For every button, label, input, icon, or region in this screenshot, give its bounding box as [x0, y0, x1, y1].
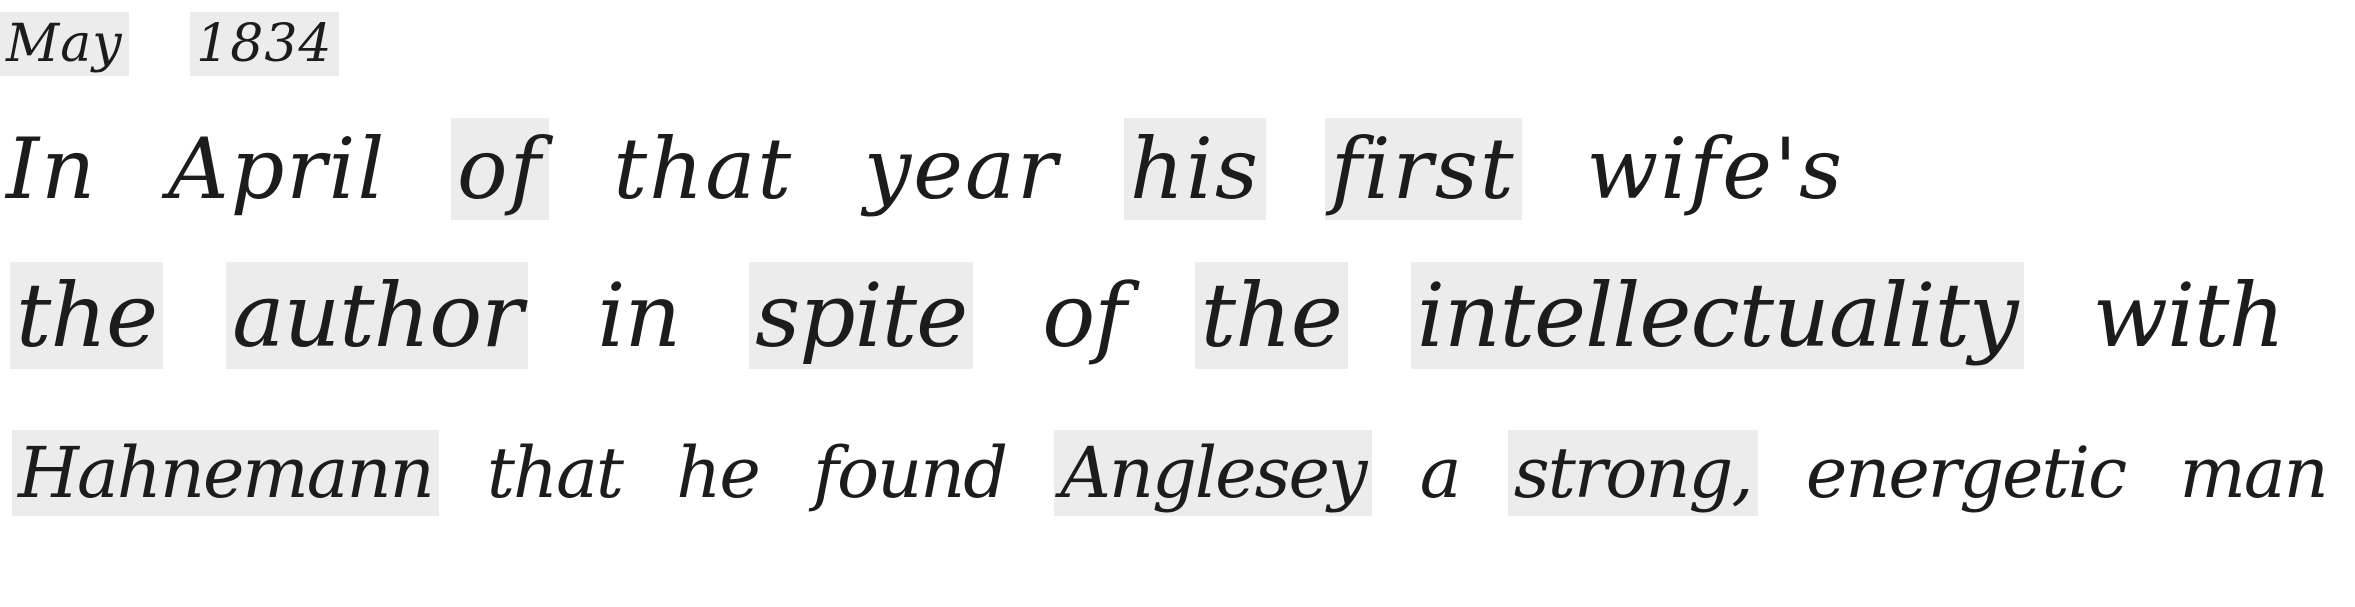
text-line-2: [10, 262, 2326, 369]
word: that: [486, 432, 622, 514]
word: man: [2179, 432, 2327, 514]
word: author: [226, 262, 528, 369]
word: energetic: [1805, 432, 2126, 514]
word: with: [2092, 264, 2285, 367]
word: intellectuality: [1411, 262, 2024, 369]
word: a: [1419, 432, 1460, 514]
word: his: [1124, 118, 1266, 220]
word: strong,: [1508, 430, 1758, 516]
word: of: [1042, 264, 1126, 367]
header-line: [0, 12, 383, 76]
word: wife's: [1586, 120, 1845, 218]
word: Hahnemann: [12, 430, 439, 516]
word: Anglesey: [1054, 430, 1371, 516]
word-year-1834: 1834: [190, 12, 338, 76]
word: the: [1195, 262, 1348, 369]
word: year: [863, 120, 1060, 218]
word: first: [1325, 118, 1522, 220]
word: found: [813, 432, 1007, 514]
text-line-3: [12, 430, 2355, 516]
word: he: [676, 432, 759, 514]
word: that: [613, 120, 794, 218]
word: of: [451, 118, 549, 220]
word: the: [10, 262, 163, 369]
text-line-1: [0, 118, 1880, 220]
word: in: [597, 264, 681, 367]
word: spite: [749, 262, 973, 369]
word-may: May: [0, 12, 129, 76]
word: In: [6, 120, 98, 218]
word: April: [167, 120, 387, 218]
